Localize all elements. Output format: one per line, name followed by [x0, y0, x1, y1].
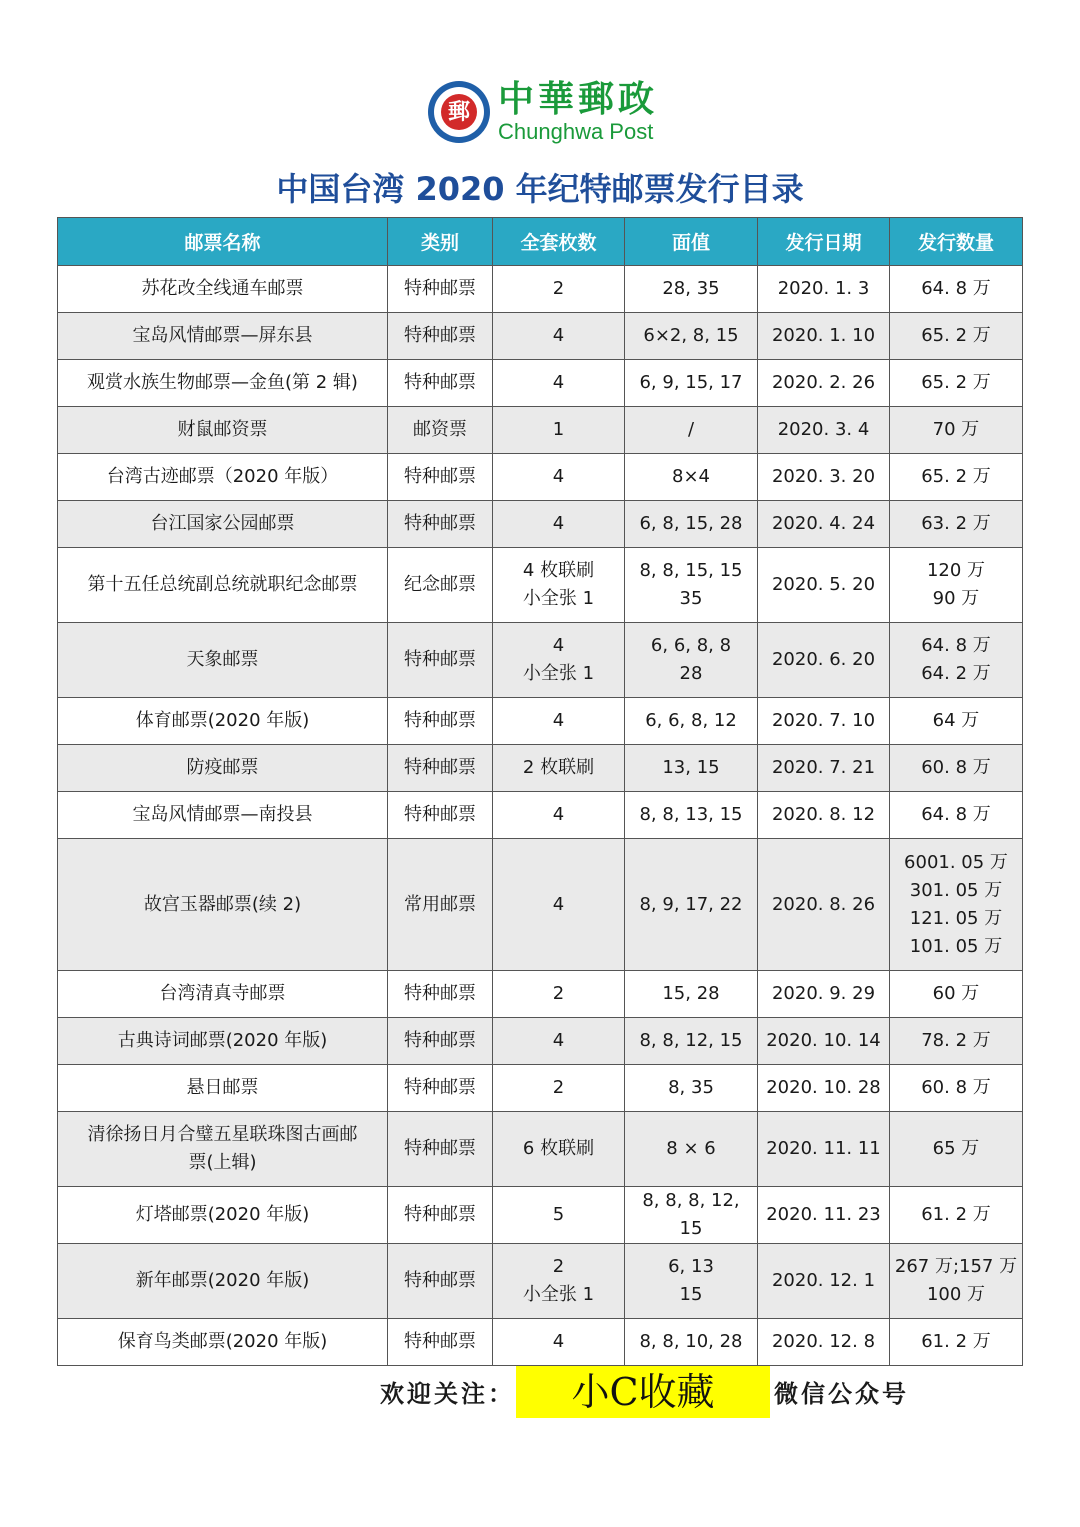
- cell-set-count: 4 小全张 1: [493, 623, 625, 698]
- cell-stamp-name: 新年邮票(2020 年版): [58, 1244, 388, 1319]
- cell-face-value: 28, 35: [625, 266, 758, 313]
- cell-category: 特种邮票: [388, 1319, 493, 1366]
- follow-label: 欢迎关注：: [380, 1379, 515, 1408]
- cell-issue-date: 2020. 12. 8: [758, 1319, 890, 1366]
- cell-face-value: 8×4: [625, 454, 758, 501]
- cell-category: 特种邮票: [388, 1065, 493, 1112]
- cell-category: 特种邮票: [388, 1112, 493, 1187]
- cell-face-value: /: [625, 407, 758, 454]
- header-quantity: 发行数量: [890, 218, 1023, 266]
- cell-category: 特种邮票: [388, 971, 493, 1018]
- cell-set-count: 2: [493, 971, 625, 1018]
- cell-quantity: 64. 8 万: [890, 266, 1023, 313]
- cell-issue-date: 2020. 7. 10: [758, 698, 890, 745]
- cell-face-value: 6, 6, 8, 12: [625, 698, 758, 745]
- cell-face-value: 6, 6, 8, 8 28: [625, 623, 758, 698]
- cell-face-value: 6, 9, 15, 17: [625, 360, 758, 407]
- cell-issue-date: 2020. 11. 11: [758, 1112, 890, 1187]
- cell-category: 特种邮票: [388, 745, 493, 792]
- cell-quantity: 70 万: [890, 407, 1023, 454]
- cell-quantity: 6001. 05 万 301. 05 万 121. 05 万 101. 05 万: [890, 839, 1023, 971]
- cell-set-count: 4: [493, 1319, 625, 1366]
- cell-stamp-name: 台湾古迹邮票（2020 年版）: [58, 454, 388, 501]
- cell-issue-date: 2020. 3. 20: [758, 454, 890, 501]
- cell-quantity: 60 万: [890, 971, 1023, 1018]
- cell-face-value: 8, 9, 17, 22: [625, 839, 758, 971]
- cell-quantity: 61. 2 万: [890, 1319, 1023, 1366]
- cell-category: 特种邮票: [388, 1018, 493, 1065]
- cell-stamp-name: 体育邮票(2020 年版): [58, 698, 388, 745]
- cell-issue-date: 2020. 8. 26: [758, 839, 890, 971]
- cell-set-count: 4: [493, 1018, 625, 1065]
- cell-set-count: 4: [493, 501, 625, 548]
- table-row: [58, 501, 1023, 548]
- table-row: [58, 745, 1023, 792]
- cell-issue-date: 2020. 10. 14: [758, 1018, 890, 1065]
- cell-quantity: 120 万 90 万: [890, 548, 1023, 623]
- cell-face-value: 6, 8, 15, 28: [625, 501, 758, 548]
- stamp-issue-table: [57, 217, 1023, 1366]
- table-row: [58, 623, 1023, 698]
- cell-category: 邮资票: [388, 407, 493, 454]
- cell-quantity: 64. 8 万 64. 2 万: [890, 623, 1023, 698]
- cell-issue-date: 2020. 11. 23: [758, 1187, 890, 1244]
- cell-set-count: 2 小全张 1: [493, 1244, 625, 1319]
- cell-stamp-name: 观赏水族生物邮票—金鱼(第 2 辑): [58, 360, 388, 407]
- cell-issue-date: 2020. 2. 26: [758, 360, 890, 407]
- table-row: [58, 839, 1023, 971]
- cell-quantity: 267 万;157 万 100 万: [890, 1244, 1023, 1319]
- table-row: [58, 792, 1023, 839]
- table-row: [58, 1112, 1023, 1187]
- cell-set-count: 5: [493, 1187, 625, 1244]
- cell-quantity: 65 万: [890, 1112, 1023, 1187]
- cell-quantity: 65. 2 万: [890, 313, 1023, 360]
- cell-face-value: 8, 8, 12, 15: [625, 1018, 758, 1065]
- cell-face-value: 8, 35: [625, 1065, 758, 1112]
- brand-name: 小C收藏: [571, 1370, 715, 1414]
- table-row: [58, 1319, 1023, 1366]
- cell-issue-date: 2020. 8. 12: [758, 792, 890, 839]
- post-emblem-icon: 郵: [428, 81, 490, 143]
- cell-quantity: 78. 2 万: [890, 1018, 1023, 1065]
- cell-set-count: 6 枚联刷: [493, 1112, 625, 1187]
- header-issue-date: 发行日期: [758, 218, 890, 266]
- cell-stamp-name: 台湾清真寺邮票: [58, 971, 388, 1018]
- cell-category: 特种邮票: [388, 360, 493, 407]
- brand-highlight: [516, 1366, 770, 1418]
- cell-face-value: 8 × 6: [625, 1112, 758, 1187]
- cell-set-count: 4: [493, 454, 625, 501]
- table-row: [58, 971, 1023, 1018]
- cell-quantity: 64. 8 万: [890, 792, 1023, 839]
- chunghwa-post-logo: [428, 80, 658, 144]
- header-stamp-name: 邮票名称: [58, 218, 388, 266]
- cell-set-count: 4: [493, 792, 625, 839]
- cell-category: 常用邮票: [388, 839, 493, 971]
- cell-quantity: 64 万: [890, 698, 1023, 745]
- cell-category: 特种邮票: [388, 792, 493, 839]
- cell-category: 特种邮票: [388, 313, 493, 360]
- table-row: [58, 360, 1023, 407]
- table-row: [58, 548, 1023, 623]
- cell-stamp-name: 防疫邮票: [58, 745, 388, 792]
- cell-category: 特种邮票: [388, 698, 493, 745]
- cell-face-value: 13, 15: [625, 745, 758, 792]
- cell-stamp-name: 故宫玉器邮票(续 2): [58, 839, 388, 971]
- table-row: [58, 1065, 1023, 1112]
- cell-quantity: 65. 2 万: [890, 454, 1023, 501]
- cell-face-value: 8, 8, 13, 15: [625, 792, 758, 839]
- cell-quantity: 63. 2 万: [890, 501, 1023, 548]
- table-row: [58, 698, 1023, 745]
- cell-quantity: 60. 8 万: [890, 745, 1023, 792]
- cell-set-count: 4 枚联刷 小全张 1: [493, 548, 625, 623]
- cell-issue-date: 2020. 6. 20: [758, 623, 890, 698]
- cell-face-value: 8, 8, 8, 12, 15: [625, 1187, 758, 1244]
- page-title: 中国台湾 2020 年纪特邮票发行目录: [276, 170, 804, 208]
- logo-english-name: Chunghwa Post: [498, 119, 654, 144]
- cell-set-count: 1: [493, 407, 625, 454]
- cell-category: 特种邮票: [388, 266, 493, 313]
- cell-issue-date: 2020. 12. 1: [758, 1244, 890, 1319]
- header-set-count: 全套枚数: [493, 218, 625, 266]
- cell-stamp-name: 财鼠邮资票: [58, 407, 388, 454]
- table-row: [58, 266, 1023, 313]
- cell-quantity: 65. 2 万: [890, 360, 1023, 407]
- table-header-row: [58, 218, 1023, 266]
- cell-set-count: 2 枚联刷: [493, 745, 625, 792]
- cell-set-count: 2: [493, 1065, 625, 1112]
- header-face-value: 面值: [625, 218, 758, 266]
- cell-category: 特种邮票: [388, 501, 493, 548]
- cell-stamp-name: 保育鸟类邮票(2020 年版): [58, 1319, 388, 1366]
- logo-chinese-name: 中華郵政: [498, 79, 659, 120]
- cell-stamp-name: 苏花改全线通车邮票: [58, 266, 388, 313]
- table-row: [58, 454, 1023, 501]
- cell-issue-date: 2020. 4. 24: [758, 501, 890, 548]
- cell-set-count: 4: [493, 839, 625, 971]
- cell-category: 特种邮票: [388, 454, 493, 501]
- cell-face-value: 6, 13 15: [625, 1244, 758, 1319]
- cell-stamp-name: 悬日邮票: [58, 1065, 388, 1112]
- cell-issue-date: 2020. 5. 20: [758, 548, 890, 623]
- cell-issue-date: 2020. 10. 28: [758, 1065, 890, 1112]
- cell-issue-date: 2020. 7. 21: [758, 745, 890, 792]
- cell-stamp-name: 古典诗词邮票(2020 年版): [58, 1018, 388, 1065]
- table-row: [58, 313, 1023, 360]
- cell-category: 特种邮票: [388, 1187, 493, 1244]
- cell-issue-date: 2020. 1. 10: [758, 313, 890, 360]
- cell-face-value: 6×2, 8, 15: [625, 313, 758, 360]
- cell-issue-date: 2020. 3. 4: [758, 407, 890, 454]
- cell-face-value: 15, 28: [625, 971, 758, 1018]
- cell-category: 特种邮票: [388, 623, 493, 698]
- cell-category: 特种邮票: [388, 1244, 493, 1319]
- cell-issue-date: 2020. 1. 3: [758, 266, 890, 313]
- wechat-account-label: 微信公众号: [774, 1379, 909, 1408]
- cell-set-count: 2: [493, 266, 625, 313]
- header-category: 类别: [388, 218, 493, 266]
- footer: [0, 1366, 1080, 1418]
- cell-stamp-name: 天象邮票: [58, 623, 388, 698]
- cell-set-count: 4: [493, 360, 625, 407]
- cell-set-count: 4: [493, 313, 625, 360]
- cell-stamp-name: 清徐扬日月合璧五星联珠图古画邮 票(上辑): [58, 1112, 388, 1187]
- cell-stamp-name: 台江国家公园邮票: [58, 501, 388, 548]
- cell-category: 纪念邮票: [388, 548, 493, 623]
- cell-face-value: 8, 8, 15, 15 35: [625, 548, 758, 623]
- cell-issue-date: 2020. 9. 29: [758, 971, 890, 1018]
- table-row: [58, 1244, 1023, 1319]
- table-row: [58, 407, 1023, 454]
- cell-stamp-name: 宝岛风情邮票—南投县: [58, 792, 388, 839]
- cell-face-value: 8, 8, 10, 28: [625, 1319, 758, 1366]
- table-row: [58, 1187, 1023, 1244]
- cell-quantity: 61. 2 万: [890, 1187, 1023, 1244]
- table-row: [58, 1018, 1023, 1065]
- cell-stamp-name: 灯塔邮票(2020 年版): [58, 1187, 388, 1244]
- cell-quantity: 60. 8 万: [890, 1065, 1023, 1112]
- cell-stamp-name: 第十五任总统副总统就职纪念邮票: [58, 548, 388, 623]
- cell-stamp-name: 宝岛风情邮票—屏东县: [58, 313, 388, 360]
- cell-set-count: 4: [493, 698, 625, 745]
